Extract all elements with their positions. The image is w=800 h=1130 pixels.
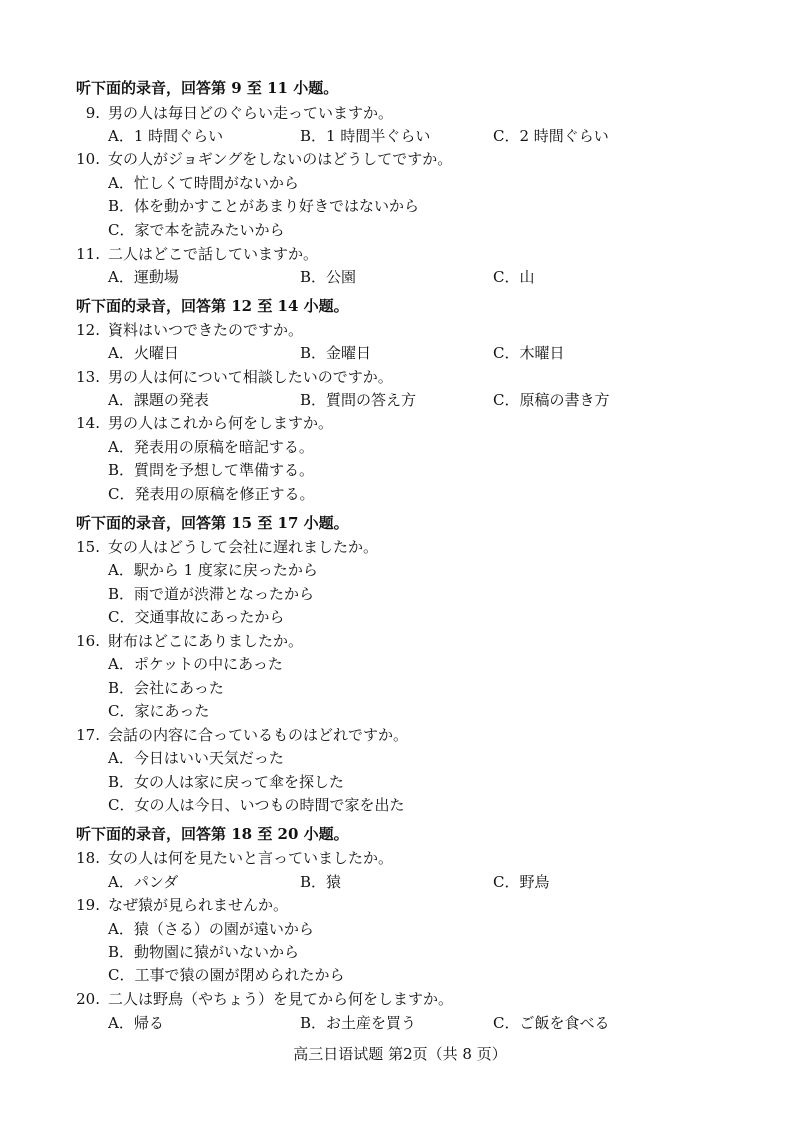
question-text: 男の人は何について相談したいのですか。: [108, 368, 393, 386]
section-heading: 听下面的录音，回答第 15 至 17 小题。: [76, 514, 349, 532]
question-number: 15.: [76, 538, 100, 556]
question-number: 19.: [76, 896, 100, 914]
question-number: 14.: [76, 414, 100, 432]
option-a: A．運動場: [108, 268, 179, 286]
question-text: 会話の内容に合っているものはどれですか。: [108, 726, 409, 744]
page-footer: 高三日语试题 第2页（共 8 页）: [293, 1045, 507, 1063]
question-number: 20.: [76, 990, 100, 1008]
question-number: 10.: [76, 150, 100, 168]
option-a: A．忙しくて時間がないから: [108, 174, 299, 192]
question-text: 女の人がジョギングをしないのはどうしてですか。: [108, 150, 453, 168]
question-number: 9.: [85, 104, 100, 122]
question-number: 17.: [76, 726, 100, 744]
option-b: B．金曜日: [300, 344, 372, 362]
question-number: 16.: [76, 632, 100, 650]
option-b: B．1 時間半ぐらい: [300, 127, 431, 145]
option-a: A．パンダ: [108, 873, 179, 891]
question-text: 二人はどこで話していますか。: [108, 245, 319, 263]
question-text: 男の人は毎日どのぐらい走っていますか。: [108, 104, 394, 122]
section-heading: 听下面的录音，回答第 12 至 14 小题。: [76, 297, 349, 315]
question-text: 二人は野鳥（やちょう）を見てから何をしますか。: [108, 990, 454, 1008]
option-c: C．山: [493, 268, 535, 286]
option-b: B．雨で道が渋滞となったから: [108, 585, 315, 603]
option-c: C．発表用の原稿を修正する。: [108, 485, 315, 503]
option-b: B．質問の答え方: [300, 391, 417, 409]
option-b: B．体を動かすことがあまり好きではないから: [108, 197, 420, 215]
question-text: 財布はどこにありましたか。: [108, 632, 304, 650]
question-text: 女の人はどうして会社に遅れましたか。: [108, 538, 379, 556]
option-b: B．会社にあった: [108, 679, 224, 697]
option-a: A．課題の発表: [108, 391, 209, 409]
section-heading: 听下面的录音，回答第 18 至 20 小题。: [76, 825, 349, 843]
option-c: C．野鳥: [493, 873, 550, 891]
question-text: なぜ猿が見られませんか。: [108, 896, 289, 914]
question-number: 18.: [76, 849, 100, 867]
option-a: A．ポケットの中にあった: [108, 655, 283, 673]
option-c: C．女の人は今日、いつもの時間で家を出た: [108, 796, 405, 814]
option-a: A．火曜日: [108, 344, 179, 362]
option-c: C．工事で猿の園が閉められたから: [108, 966, 345, 984]
section-heading: 听下面的录音，回答第 9 至 11 小题。: [76, 79, 339, 97]
option-a: A．帰る: [108, 1014, 164, 1032]
option-c: C．交通事故にあったから: [108, 608, 285, 626]
option-c: C．家で本を読みたいから: [108, 221, 285, 239]
option-b: B．女の人は家に戻って傘を探した: [108, 773, 345, 791]
option-b: B．質問を予想して準備する。: [108, 461, 315, 479]
question-text: 資料はいつできたのですか。: [108, 321, 304, 339]
option-c: C．2 時間ぐらい: [493, 127, 609, 145]
option-a: A．猿（さる）の園が遠いから: [108, 920, 314, 938]
option-a: A．駅から 1 度家に戻ったから: [108, 561, 318, 579]
question-text: 男の人はこれから何をしますか。: [108, 414, 334, 432]
question-text: 女の人は何を見たいと言っていましたか。: [108, 849, 394, 867]
option-c: C．ご飯を食べる: [493, 1014, 610, 1032]
option-a: A．発表用の原稿を暗記する。: [108, 438, 314, 456]
option-b: B．動物園に猿がいないから: [108, 943, 300, 961]
option-b: B．公園: [300, 268, 357, 286]
question-number: 12.: [76, 321, 100, 339]
option-c: C．原稿の書き方: [493, 391, 610, 409]
question-number: 13.: [76, 368, 100, 386]
option-a: A．今日はいい天気だった: [108, 749, 284, 767]
question-number: 11.: [76, 245, 100, 263]
option-a: A．1 時間ぐらい: [108, 127, 224, 145]
option-c: C．家にあった: [108, 702, 210, 720]
option-c: C．木曜日: [493, 344, 565, 362]
option-b: B．お土産を買う: [300, 1014, 417, 1032]
option-b: B．猿: [300, 873, 342, 891]
